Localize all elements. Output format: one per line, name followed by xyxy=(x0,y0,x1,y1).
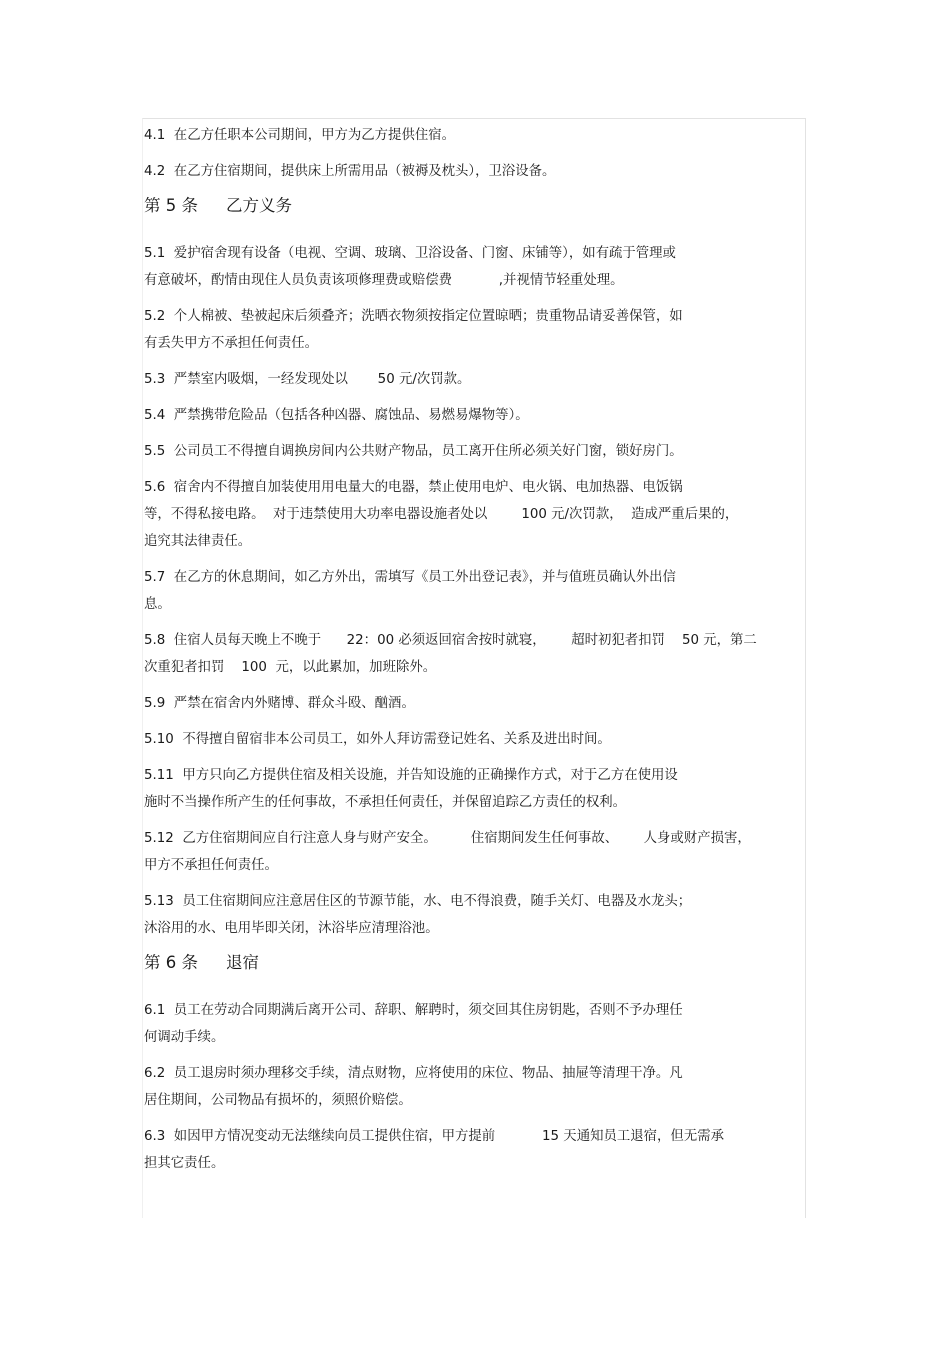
clause-line: 6.2 员工退房时须办理移交手续，清点财物，应将使用的床位、物品、抽屉等清理干净。凡 xyxy=(144,1066,683,1081)
clause-line: 甲方不承担任何责任。 xyxy=(144,858,278,873)
clause-line: 5.13 员工住宿期间应注意居住区的节源节能，水、电不得浪费，随手关灯、电器及水龙头； xyxy=(144,894,692,909)
clause-line: 追究其法律责任。 xyxy=(144,534,252,549)
clause-paragraph xyxy=(144,1060,808,1114)
clause-line: 5.5 公司员工不得擅自调换房间内公共财产物品，员工离开住所必须关好门窗，锁好房门。 xyxy=(144,444,683,459)
clause-paragraph xyxy=(144,438,808,465)
clause-line: 5.7 在乙方的休息期间，如乙方外出，需填写《员工外出登记表》，并与值班员确认外出信 xyxy=(144,570,676,585)
clause-line: 居住期间，公司物品有损坏的，须照价赔偿。 xyxy=(144,1093,412,1108)
clause-line: 5.2 个人棉被、垫被起床后须叠齐；洗晒衣物须按指定位置晾晒；贵重物品请妥善保管，如 xyxy=(144,309,683,324)
clause-paragraph xyxy=(144,825,808,879)
clause-line: 5.6 宿舍内不得擅自加装使用用电量大的电器，禁止使用电炉、电火锅、电加热器、电饭锅 xyxy=(144,480,683,495)
section-heading xyxy=(144,194,808,218)
section-number: 第 6 条 xyxy=(144,953,198,972)
clause-line: 5.12 乙方住宿期间应自行注意人身与财产安全。 住宿期间发生任何事故、 人身或财产损害， xyxy=(144,831,751,846)
section-title: 退宿 xyxy=(226,953,259,972)
clause-paragraph xyxy=(144,1123,808,1177)
clause-paragraph xyxy=(144,474,808,555)
clause-line: 5.10 不得擅自留宿非本公司员工，如外人拜访需登记姓名、关系及进出时间。 xyxy=(144,732,611,747)
clause-line: 有意破坏，酌情由现住人员负责该项修理费或赔偿费 ,并视情节轻重处理。 xyxy=(144,273,624,288)
clause-paragraph xyxy=(144,402,808,429)
clause-paragraph xyxy=(144,366,808,393)
section-title: 乙方义务 xyxy=(226,196,292,215)
clause-paragraph xyxy=(144,303,808,357)
clause-paragraph xyxy=(144,997,808,1051)
clause-line: 何调动手续。 xyxy=(144,1030,225,1045)
clause-paragraph xyxy=(144,158,808,185)
clause-line: 次重犯者扣罚 100 元，以此累加，加班除外。 xyxy=(144,660,437,675)
clause-paragraph xyxy=(144,240,808,294)
clause-line: 5.9 严禁在宿舍内外赌博、群众斗殴、酗酒。 xyxy=(144,696,415,711)
clause-line: 担其它责任。 xyxy=(144,1156,225,1171)
clause-line: 5.1 爱护宿舍现有设备（电视、空调、玻璃、卫浴设备、门窗、床铺等），如有疏于管理或 xyxy=(144,246,676,261)
clause-line: 4.2 在乙方住宿期间，提供床上所需用品（被褥及枕头），卫浴设备。 xyxy=(144,164,556,179)
section-heading xyxy=(144,951,808,975)
clause-paragraph xyxy=(144,888,808,942)
document-body xyxy=(144,122,808,1186)
clause-line: 6.1 员工在劳动合同期满后离开公司、辞职、解聘时，须交回其住房钥匙，否则不予办理任 xyxy=(144,1003,683,1018)
clause-line: 息。 xyxy=(144,597,171,612)
section-number: 第 5 条 xyxy=(144,196,198,215)
clause-paragraph xyxy=(144,762,808,816)
clause-line: 有丢失甲方不承担任何责任。 xyxy=(144,336,319,351)
clause-line: 6.3 如因甲方情况变动无法继续向员工提供住宿，甲方提前 15 天通知员工退宿，但无需承 xyxy=(144,1129,724,1144)
clause-paragraph xyxy=(144,122,808,149)
clause-paragraph xyxy=(144,627,808,681)
clause-line: 施时不当操作所产生的任何事故，不承担任何责任，并保留追踪乙方责任的权利。 xyxy=(144,795,627,810)
clause-line: 4.1 在乙方任职本公司期间，甲方为乙方提供住宿。 xyxy=(144,128,456,143)
clause-paragraph xyxy=(144,726,808,753)
clause-line: 5.4 严禁携带危险品（包括各种凶器、腐蚀品、易燃易爆物等）。 xyxy=(144,408,529,423)
clause-line: 等，不得私接电路。 对于违禁使用大功率电器设施者处以 100 元/次罚款， 造成严重后果的， xyxy=(144,507,739,522)
clause-line: 5.11 甲方只向乙方提供住宿及相关设施，并告知设施的正确操作方式，对于乙方在使用设 xyxy=(144,768,678,783)
clause-line: 5.3 严禁室内吸烟，一经发现处以 50 元/次罚款。 xyxy=(144,372,471,387)
clause-paragraph xyxy=(144,690,808,717)
clause-paragraph xyxy=(144,564,808,618)
clause-line: 沐浴用的水、电用毕即关闭，沐浴毕应清理浴池。 xyxy=(144,921,439,936)
clause-line: 5.8 住宿人员每天晚上不晚于 22：00 必须返回宿舍按时就寝， 超时初犯者扣罚 50 元，第二 xyxy=(144,633,757,648)
